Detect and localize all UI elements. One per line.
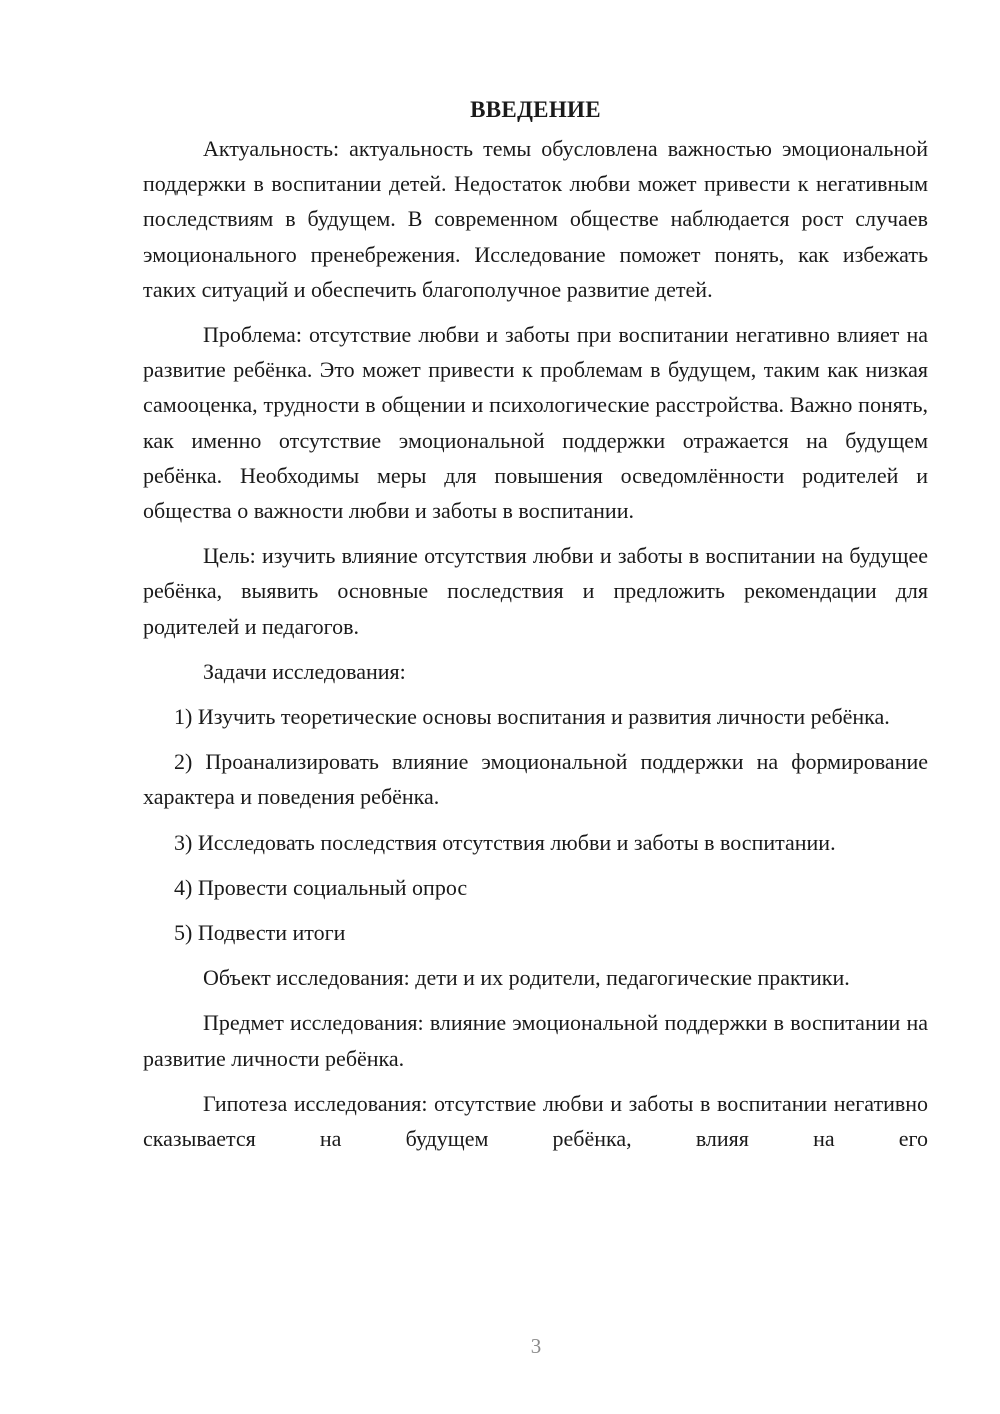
list-item-task-4: 4) Провести социальный опрос — [174, 874, 468, 900]
page-number: 3 — [530, 1334, 542, 1358]
list-item-task-3: 3) Исследовать последствия отсутствия любви и заботы в воспитании. — [174, 829, 836, 855]
paragraph-relevance: Актуальность: актуальность темы обусловлена важностью эмоциональной поддержки в воспитании детей. Недостаток любви может привести к негативным последствиям в будущем. В современном обществе наблюдается рост случаев эмоционального пренебрежения. Исследование поможет понять, как избежать таких ситуаций и обеспечить благополучное развитие детей. — [143, 136, 928, 302]
paragraph-goal: Цель: изучить влияние отсутствия любви и заботы в воспитании на будущее ребёнка, выявить основные последствия и предложить рекомендации для родителей и педагогов. — [143, 543, 928, 639]
paragraph-hypothesis: Гипотеза исследования: отсутствие любви и заботы в воспитании негативно сказывается на будущем ребёнка, влияя на его — [143, 1090, 928, 1152]
paragraph-problem: Проблема: отсутствие любви и заботы при воспитании негативно влияет на развитие ребёнка. Это может привести к проблемам в будущем, таким как низкая самооценка, трудности в общении и психологические расстройства. Важно понять, как именно отсутствие эмоциональной поддержки отражается на будущем ребёнка. Необходимы меры для повышения осведомлённости родителей и общества о важности любви и заботы в воспитании. — [143, 322, 928, 524]
list-item-task-1: 1) Изучить теоретические основы воспитания и развития личности ребёнка. — [174, 704, 890, 730]
paragraph-subject: Предмет исследования: влияние эмоциональной поддержки в воспитании на развитие личности ребёнка. — [143, 1010, 928, 1071]
tasks-heading: Задачи исследования: — [203, 658, 406, 684]
paragraph-object: Объект исследования: дети и их родители, педагогические практики. — [203, 965, 850, 991]
list-item-task-5: 5) Подвести итоги — [174, 920, 346, 946]
list-item-task-2: 2) Проанализировать влияние эмоциональной поддержки на формирование характера и поведения ребёнка. — [143, 749, 928, 810]
document-page — [143, 92, 928, 1166]
page-title: ВВЕДЕНИЕ — [470, 97, 601, 122]
